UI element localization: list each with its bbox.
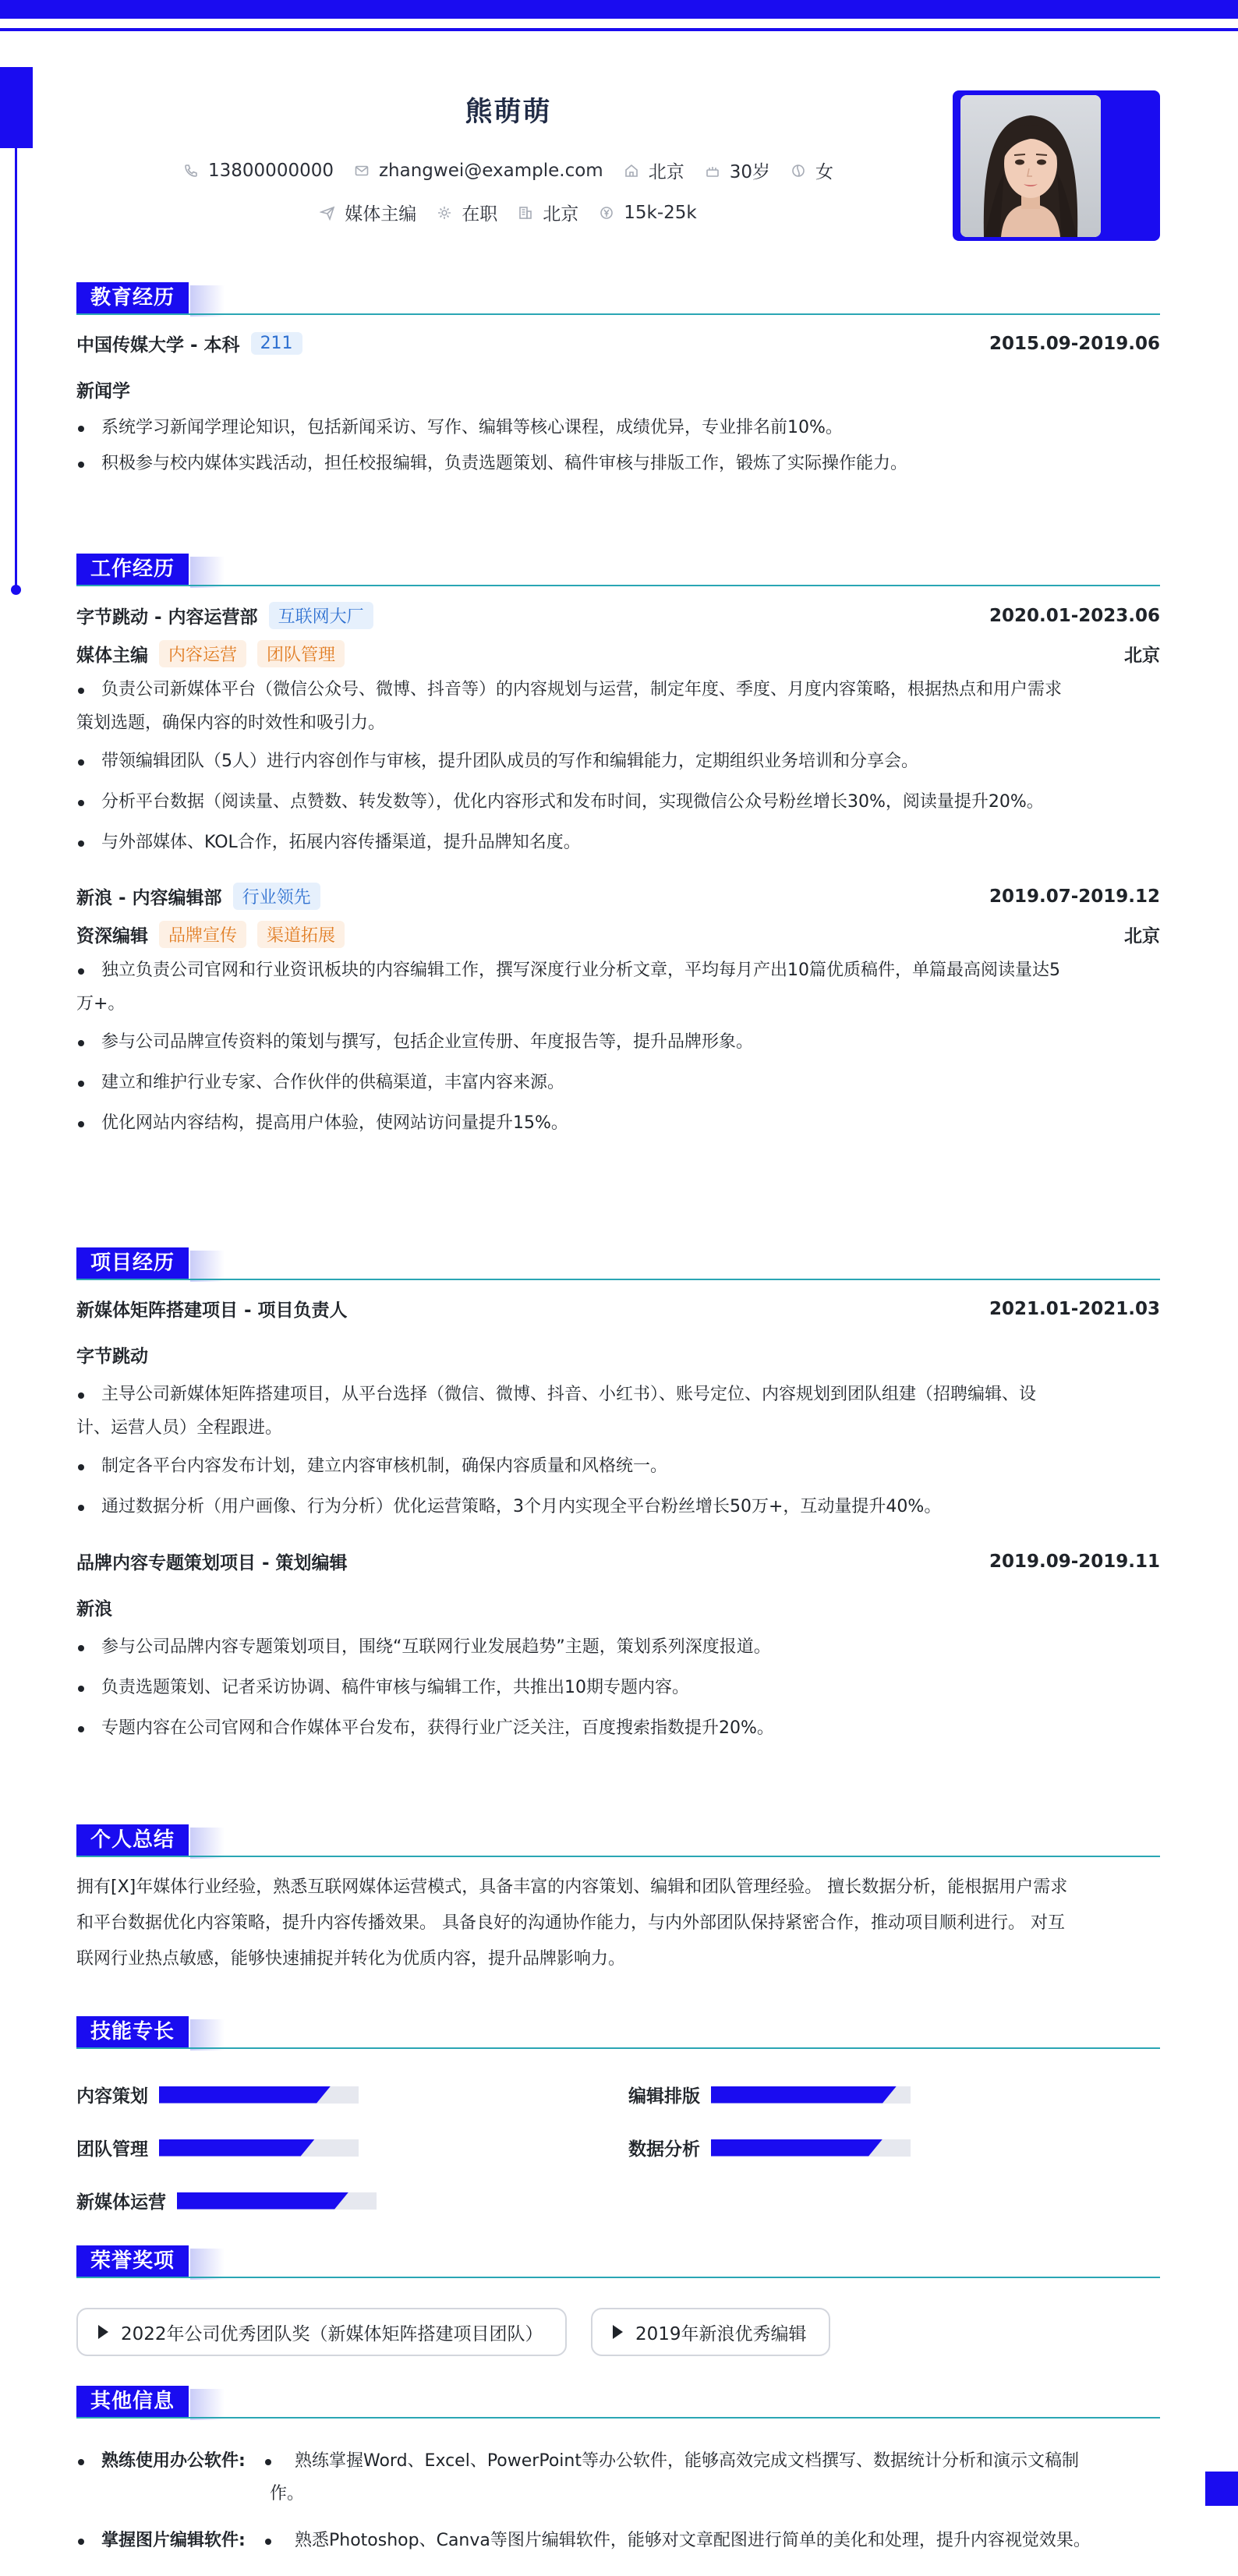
email-info <box>354 157 603 183</box>
send-icon <box>320 205 335 221</box>
skill-name: 团队管理 <box>76 2139 148 2160</box>
left-accent-dot <box>11 585 21 595</box>
education-section <box>76 282 1160 482</box>
job-entry-head <box>76 883 1160 910</box>
phone-info <box>183 157 334 183</box>
award-item <box>76 2308 567 2356</box>
home-icon <box>624 163 639 179</box>
other-value: 熟悉Photoshop、Canva等图片编辑软件，能够对文章配图进行简单的美化和处理，提升内容视觉效果。 <box>295 2531 1091 2550</box>
projects-section <box>76 1247 1160 1746</box>
summary-line: 和平台数据优化内容策略，提升内容传播效果。 具备良好的沟通协作能力，与内外部团队保持紧密合作，推动项目顺利进行。 对互 <box>76 1913 1065 1933</box>
section-tail <box>190 1828 225 1859</box>
skill-fill <box>711 2086 897 2104</box>
list-item: 通过数据分析（用户画像、行为分析）优化运营策略，3个月内实现全平台粉丝增长50万+，互动量提升40%。 <box>76 1489 1160 1525</box>
gender-info <box>791 157 833 183</box>
section-rule <box>76 2277 1160 2278</box>
job-role-line <box>76 640 1160 667</box>
skills-title: 技能专长 <box>76 2016 189 2047</box>
photo-frame <box>953 90 1160 241</box>
section-rule <box>76 1856 1160 1857</box>
company-name: 新浪 - 内容编辑部 <box>76 888 222 908</box>
left-accent-block <box>0 67 33 148</box>
section-tail <box>190 285 225 317</box>
project-org: 新浪 <box>76 1599 112 1619</box>
list-item-continued: 策划选题，确保内容的时效性和吸引力。 <box>76 713 386 733</box>
job-intent-row <box>76 200 940 225</box>
job-city: 北京 <box>1124 646 1160 666</box>
skill-fill <box>711 2139 883 2157</box>
skill-bar <box>711 2086 911 2104</box>
project-org: 字节跳动 <box>76 1346 148 1367</box>
other-section <box>76 2386 1160 2576</box>
role-name: 资深编辑 <box>76 926 148 947</box>
candidate-name: 熊萌萌 <box>465 97 552 128</box>
skills-header <box>76 2016 1160 2054</box>
project-bullets <box>76 1377 1160 1525</box>
job-date: 2020.01-2023.06 <box>989 605 1160 626</box>
email-text: zhangwei@example.com <box>378 160 603 181</box>
list-item: 制定各平台内容发布计划，建立内容审核机制，确保内容质量和风格统一。 <box>76 1449 1160 1484</box>
section-rule <box>76 2417 1160 2419</box>
list-item: 参与公司品牌宣传资料的策划与撰写，包括企业宣传册、年度报告等，提升品牌形象。 <box>76 1024 1160 1060</box>
other-value: 熟练掌握Word、Excel、PowerPoint等办公软件，能够高效完成文档撰写、数据统计分析和演示文稿制 <box>295 2451 1079 2471</box>
mail-icon <box>354 163 370 179</box>
section-tail <box>190 557 225 588</box>
skill-bar <box>711 2139 911 2157</box>
resume-header <box>76 0 1160 265</box>
role-line <box>76 921 345 948</box>
role-name: 媒体主编 <box>76 646 148 666</box>
education-date: 2015.09-2019.06 <box>989 333 1160 354</box>
awards-header <box>76 2245 1160 2283</box>
triangle-bullet-icon <box>613 2325 623 2339</box>
list-item-continued: 计、运营人员）全程跟进。 <box>76 1418 283 1438</box>
phone-icon <box>183 163 199 179</box>
bullet-dot <box>78 2459 84 2465</box>
award-item <box>591 2308 830 2356</box>
projects-header <box>76 1247 1160 1285</box>
role-tag: 品牌宣传 <box>159 921 246 948</box>
skill-name: 内容策划 <box>76 2086 148 2107</box>
list-item: 建立和维护行业专家、合作伙伴的供稿渠道，丰富内容来源。 <box>76 1065 1160 1101</box>
skill-name: 编辑排版 <box>628 2086 700 2107</box>
skill-name: 数据分析 <box>628 2139 700 2160</box>
project-date: 2021.01-2021.03 <box>989 1298 1160 1319</box>
job-entry-head <box>76 602 1160 629</box>
project-name: 新媒体矩阵搭建项目 - 项目负责人 <box>76 1300 348 1321</box>
summary-section <box>76 1824 1160 1977</box>
section-tail <box>190 1251 225 1282</box>
company-tag: 互联网大厂 <box>269 602 373 629</box>
skill-fill <box>159 2139 315 2157</box>
project-entry-head <box>76 1548 1160 1574</box>
skill-item <box>76 2188 377 2213</box>
section-rule <box>76 585 1160 586</box>
hometown-text: 北京 <box>648 162 684 182</box>
summary-line: 联网行业热点敏感，能够快速捕捉并转化为优质内容，提升品牌影响力。 <box>76 1949 626 1969</box>
skill-fill <box>177 2192 348 2210</box>
job-role-line <box>76 921 1160 948</box>
skill-bar <box>177 2192 377 2210</box>
skills-section <box>76 2016 1160 2227</box>
awards-title: 荣誉奖项 <box>76 2245 189 2277</box>
section-tail <box>190 2249 225 2280</box>
company-tag: 行业领先 <box>233 883 320 910</box>
right-accent-block <box>1205 2472 1238 2506</box>
bullet-dot <box>265 2459 271 2465</box>
school-tag: 211 <box>251 332 302 355</box>
other-key: 掌握图片编辑软件: <box>101 2531 246 2550</box>
skill-bar <box>159 2086 359 2104</box>
section-rule <box>76 313 1160 315</box>
award-text: 2022年公司优秀团队奖（新媒体矩阵搭建项目团队） <box>121 2323 543 2344</box>
list-item: 独立负责公司官网和行业资讯板块的内容编辑工作，撰写深度行业分析文章，平均每月产出10篇优质稿件，单篇最高阅读量达5 <box>76 953 1160 989</box>
building-icon <box>518 205 533 221</box>
list-item-continued: 万+。 <box>76 994 126 1014</box>
school-name: 中国传媒大学 - 本科 <box>76 335 240 356</box>
role-tag: 内容运营 <box>159 640 246 667</box>
job-bullets <box>76 672 1160 861</box>
role-line <box>76 640 345 667</box>
list-item: 与外部媒体、KOL合作，拓展内容传播渠道，提升品牌知名度。 <box>76 825 1160 861</box>
list-item: 积极参与校内媒体实践活动，担任校报编辑，负责选题策划、稿件审核与排版工作，锻炼了实际操作能力。 <box>76 446 1160 482</box>
status-text: 在职 <box>462 204 498 225</box>
project-bullets <box>76 1629 1160 1746</box>
work-header <box>76 554 1160 591</box>
list-item: 负责选题策划、记者采访协调、稿件审核与编辑工作，共推出10期专题内容。 <box>76 1670 1160 1706</box>
section-tail <box>190 2389 225 2420</box>
gender-text: 女 <box>815 162 833 182</box>
age-icon <box>705 163 720 179</box>
list-item: 专题内容在公司官网和合作媒体平台发布，获得行业广泛关注，百度搜索指数提升20%。 <box>76 1711 1160 1746</box>
other-key: 熟练使用办公软件: <box>101 2451 246 2471</box>
list-item: 带领编辑团队（5人）进行内容创作与审核，提升团队成员的写作和编辑能力，定期组织业务培训和分享会。 <box>76 744 1160 780</box>
award-text: 2019年新浪优秀编辑 <box>635 2323 807 2344</box>
skill-item <box>628 2135 911 2160</box>
education-bullets <box>76 410 1160 482</box>
list-item: 主导公司新媒体矩阵搭建项目，从平台选择（微信、微博、抖音、小红书）、账号定位、内容规划到团队组建（招聘编辑、设 <box>76 1377 1160 1413</box>
resume-page <box>76 0 1160 2550</box>
job-title-info <box>320 200 416 225</box>
profile-photo <box>960 95 1101 237</box>
city-info <box>518 200 578 225</box>
gender-icon <box>791 163 806 179</box>
summary-header <box>76 1824 1160 1862</box>
project-entry-head <box>76 1296 1160 1322</box>
skill-fill <box>159 2086 331 2104</box>
company-line <box>76 883 320 910</box>
status-info <box>437 200 497 225</box>
work-section <box>76 554 1160 1141</box>
skill-name: 新媒体运营 <box>76 2192 166 2213</box>
project-name: 品牌内容专题策划项目 - 策划编辑 <box>76 1553 348 1573</box>
bullet-dot <box>265 2539 271 2545</box>
job-city: 北京 <box>1124 926 1160 947</box>
age-info <box>705 157 770 183</box>
summary-line: 拥有[X]年媒体行业经验，熟悉互联网媒体运营模式，具备丰富的内容策划、编辑和团队管理经验。 擅长数据分析，能根据用户需求 <box>76 1877 1068 1897</box>
school-line <box>76 331 302 356</box>
role-tag: 团队管理 <box>257 640 345 667</box>
other-value-cont: 作。 <box>270 2484 305 2503</box>
projects-title: 项目经历 <box>76 1247 189 1279</box>
company-line <box>76 602 373 629</box>
salary-icon <box>599 205 614 221</box>
left-accent-line <box>15 148 17 589</box>
contact-row <box>76 157 940 183</box>
skill-item <box>76 2135 359 2160</box>
section-rule <box>76 2047 1160 2049</box>
education-header <box>76 282 1160 320</box>
major: 新闻学 <box>76 381 130 402</box>
role-tag: 渠道拓展 <box>257 921 345 948</box>
list-item: 分析平台数据（阅读量、点赞数、转发数等），优化内容形式和发布时间，实现微信公众号粉丝增长30%，阅读量提升20%。 <box>76 784 1160 820</box>
triangle-bullet-icon <box>98 2325 108 2339</box>
section-rule <box>76 1279 1160 1280</box>
section-tail <box>190 2019 225 2051</box>
work-title: 工作经历 <box>76 554 189 585</box>
bullet-dot <box>78 2539 84 2545</box>
company-name: 字节跳动 - 内容运营部 <box>76 607 258 628</box>
hometown-info <box>624 157 684 183</box>
salary-text: 15k-25k <box>624 202 697 223</box>
job-bullets <box>76 953 1160 1141</box>
awards-section <box>76 2245 1160 2370</box>
job-title-text: 媒体主编 <box>345 204 417 225</box>
other-header <box>76 2386 1160 2423</box>
list-item: 优化网站内容结构，提高用户体验，使网站访问量提升15%。 <box>76 1106 1160 1141</box>
list-item: 参与公司品牌内容专题策划项目，围绕“互联网行业发展趋势”主题，策划系列深度报道。 <box>76 1629 1160 1665</box>
status-icon <box>437 205 452 221</box>
list-item: 负责公司新媒体平台（微信公众号、微博、抖音等）的内容规划与运营，制定年度、季度、月度内容策略，根据热点和用户需求 <box>76 672 1160 708</box>
summary-text <box>76 1870 1160 1977</box>
project-date: 2019.09-2019.11 <box>989 1551 1160 1572</box>
salary-info <box>599 200 696 225</box>
list-item: 系统学习新闻学理论知识，包括新闻采访、写作、编辑等核心课程，成绩优异，专业排名前10%。 <box>76 410 1160 446</box>
summary-title: 个人总结 <box>76 1824 189 1856</box>
city-text: 北京 <box>543 204 579 225</box>
phone-text: 13800000000 <box>208 160 334 181</box>
skill-item <box>628 2082 911 2107</box>
education-entry-head <box>76 331 1160 356</box>
job-date: 2019.07-2019.12 <box>989 886 1160 907</box>
age-text: 30岁 <box>729 162 770 182</box>
skill-item <box>76 2082 359 2107</box>
skill-bar <box>159 2139 359 2157</box>
education-title: 教育经历 <box>76 282 189 313</box>
other-title: 其他信息 <box>76 2386 189 2417</box>
